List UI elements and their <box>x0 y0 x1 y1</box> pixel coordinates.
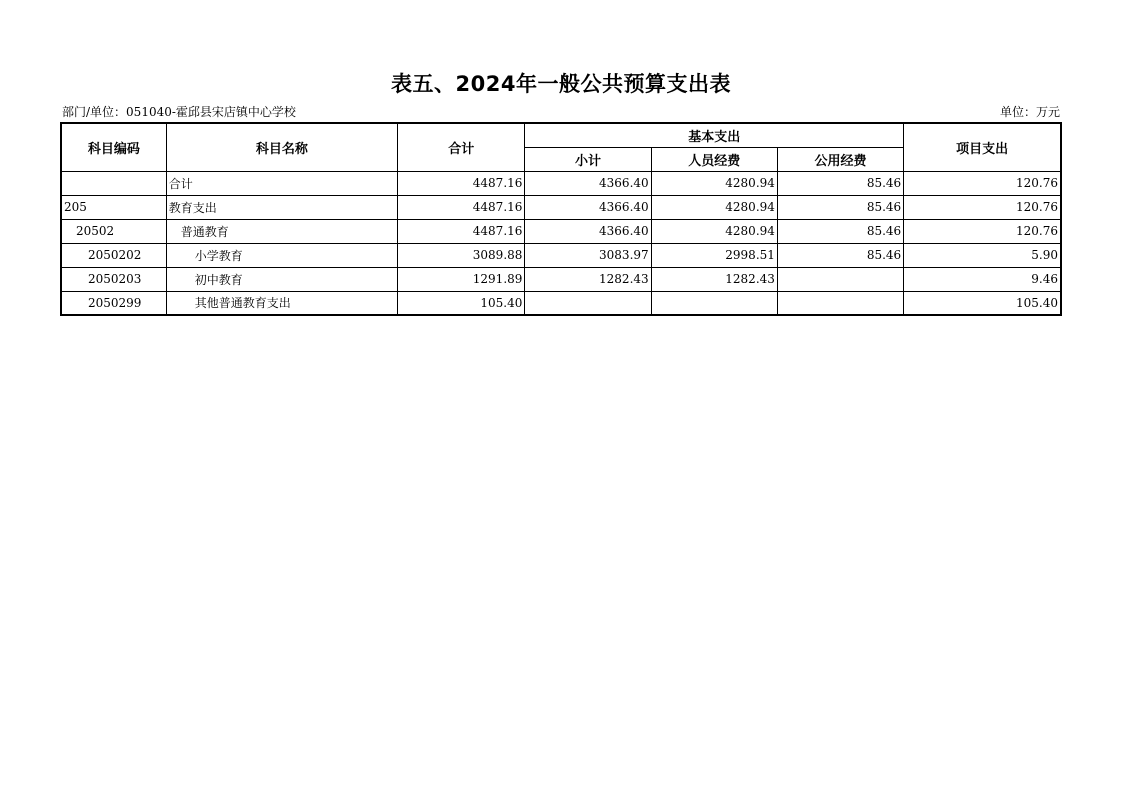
table-row <box>61 291 1061 315</box>
total-cell: 4487.16 <box>398 195 525 219</box>
personnel-cell: 2998.51 <box>651 243 777 267</box>
header-total: 合计 <box>398 123 525 171</box>
code-cell: 2050203 <box>61 267 166 291</box>
budget-table <box>60 122 1062 316</box>
public-cell: 85.46 <box>777 171 903 195</box>
header-public: 公用经费 <box>777 147 903 171</box>
public-cell: 85.46 <box>777 219 903 243</box>
table-row <box>61 243 1061 267</box>
personnel-cell: 4280.94 <box>651 171 777 195</box>
name-cell: 普通教育 <box>166 219 397 243</box>
header-personnel: 人员经费 <box>651 147 777 171</box>
department-label: 部门/单位：051040-霍邱县宋店镇中心学校 <box>62 105 296 119</box>
code-cell: 205 <box>61 195 166 219</box>
table-row <box>61 195 1061 219</box>
code-cell: 20502 <box>61 219 166 243</box>
unit-label: 单位：万元 <box>999 105 1060 119</box>
header-basic: 基本支出 <box>525 123 904 147</box>
project-cell: 9.46 <box>904 267 1061 291</box>
project-cell: 105.40 <box>904 291 1061 315</box>
subtotal-cell: 4366.40 <box>525 171 651 195</box>
table-row <box>61 267 1061 291</box>
total-cell: 4487.16 <box>398 171 525 195</box>
page-title: 表五、2024年一般公共预算支出表 <box>391 72 731 96</box>
personnel-cell: 4280.94 <box>651 195 777 219</box>
public-cell: 85.46 <box>777 243 903 267</box>
header-project: 项目支出 <box>904 123 1061 171</box>
total-cell: 4487.16 <box>398 219 525 243</box>
personnel-cell: 4280.94 <box>651 219 777 243</box>
name-cell: 其他普通教育支出 <box>166 291 397 315</box>
personnel-cell: 1282.43 <box>651 267 777 291</box>
code-cell: 2050299 <box>61 291 166 315</box>
header-subtotal: 小计 <box>525 147 651 171</box>
public-cell: 85.46 <box>777 195 903 219</box>
table-row <box>61 171 1061 195</box>
total-cell: 1291.89 <box>398 267 525 291</box>
name-cell: 教育支出 <box>166 195 397 219</box>
project-cell: 5.90 <box>904 243 1061 267</box>
header-name: 科目名称 <box>166 123 397 171</box>
total-cell: 3089.88 <box>398 243 525 267</box>
project-cell: 120.76 <box>904 195 1061 219</box>
subtotal-cell: 1282.43 <box>525 267 651 291</box>
project-cell: 120.76 <box>904 219 1061 243</box>
subtotal-cell: 4366.40 <box>525 219 651 243</box>
name-cell: 合计 <box>166 171 397 195</box>
subtotal-cell: 3083.97 <box>525 243 651 267</box>
public-cell <box>777 291 903 315</box>
project-cell: 120.76 <box>904 171 1061 195</box>
name-cell: 初中教育 <box>166 267 397 291</box>
header-code: 科目编码 <box>61 123 166 171</box>
subtotal-cell <box>525 291 651 315</box>
public-cell <box>777 267 903 291</box>
personnel-cell <box>651 291 777 315</box>
table-row <box>61 219 1061 243</box>
name-cell: 小学教育 <box>166 243 397 267</box>
code-cell <box>61 171 166 195</box>
total-cell: 105.40 <box>398 291 525 315</box>
subtotal-cell: 4366.40 <box>525 195 651 219</box>
code-cell: 2050202 <box>61 243 166 267</box>
